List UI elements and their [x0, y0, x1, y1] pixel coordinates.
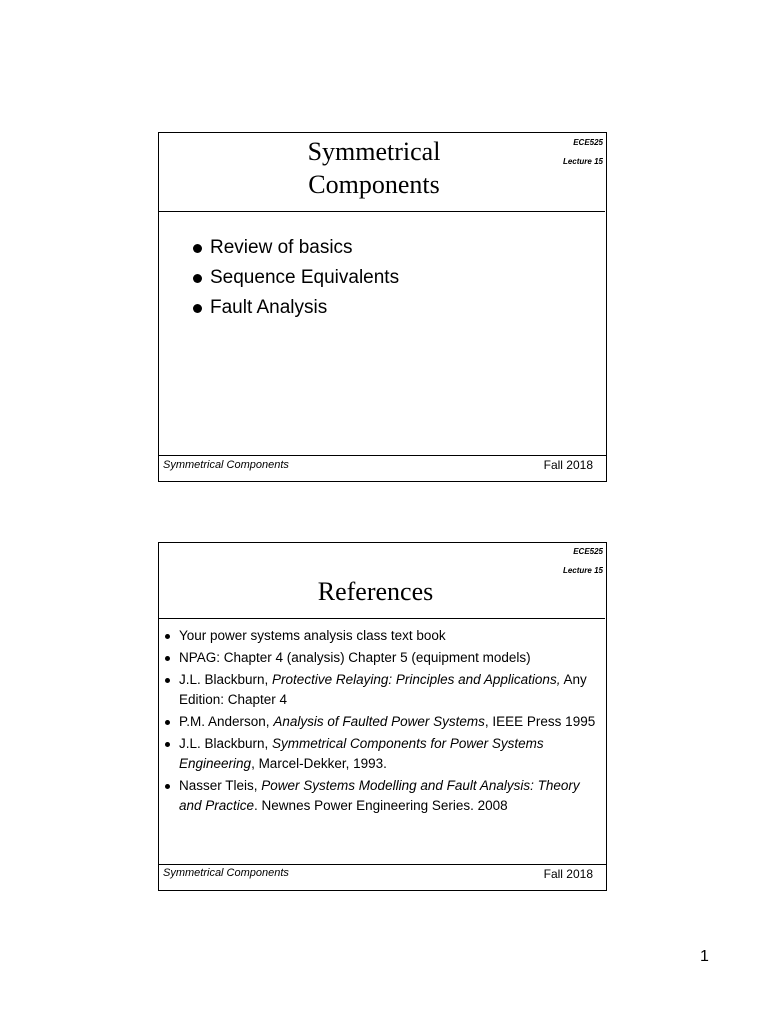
slide-heading: References — [317, 577, 434, 606]
reference-list — [163, 626, 599, 818]
reference-text: Nasser Tleis, Power Systems Modelling and Fault Analysis: Theory and Practice. Newnes Power Engineering Series. 2008 — [179, 778, 580, 813]
reference-text: J.L. Blackburn, Protective Relaying: Principles and Applications, Any Edition: Chapter 4 — [179, 672, 587, 707]
slide-title — [158, 132, 607, 482]
footer-divider — [159, 455, 606, 456]
footer-term: Fall 2018 — [543, 458, 593, 472]
footer-title: Symmetrical Components — [163, 867, 289, 879]
list-item — [193, 233, 399, 263]
lecture-number: Lecture 15 — [562, 157, 603, 166]
title-divider — [159, 211, 605, 212]
slide-heading-line2: Components — [308, 170, 440, 199]
page-number: 1 — [700, 948, 709, 965]
title-divider — [159, 618, 605, 619]
list-item — [163, 776, 599, 816]
list-item — [163, 670, 599, 710]
slide-heading — [279, 135, 469, 201]
bullet-icon — [165, 720, 170, 725]
bullet-icon — [165, 634, 170, 639]
slide-heading-line1: Symmetrical — [307, 137, 441, 166]
list-item — [193, 263, 399, 293]
bullet-icon — [165, 742, 170, 747]
list-item — [163, 648, 599, 668]
footer-term: Fall 2018 — [543, 867, 593, 881]
bullet-icon — [165, 656, 170, 661]
topic-list — [193, 233, 399, 323]
footer-title: Symmetrical Components — [163, 459, 289, 471]
bullet-icon — [193, 304, 202, 313]
course-code: ECE525 — [573, 547, 603, 556]
list-item-text: Review of basics — [210, 237, 353, 258]
bullet-icon — [165, 784, 170, 789]
reference-text: NPAG: Chapter 4 (analysis) Chapter 5 (equipment models) — [179, 650, 531, 665]
list-item-text: Sequence Equivalents — [210, 267, 400, 288]
bullet-icon — [193, 244, 202, 253]
footer-divider — [159, 864, 606, 865]
list-item — [163, 712, 599, 732]
list-item — [163, 626, 599, 646]
bullet-icon — [193, 274, 202, 283]
reference-text: P.M. Anderson, Analysis of Faulted Power Systems, IEEE Press 1995 — [179, 714, 596, 729]
reference-text: J.L. Blackburn, Symmetrical Components for Power Systems Engineering, Marcel-Dekker, 1993. — [179, 736, 544, 771]
bullet-icon — [165, 678, 170, 683]
course-code: ECE525 — [573, 138, 603, 147]
list-item-text: Fault Analysis — [210, 297, 328, 318]
lecture-number: Lecture 15 — [562, 566, 603, 575]
slide-references — [158, 542, 607, 891]
list-item — [163, 734, 599, 774]
reference-text: Your power systems analysis class text book — [179, 628, 446, 643]
list-item — [193, 293, 399, 323]
